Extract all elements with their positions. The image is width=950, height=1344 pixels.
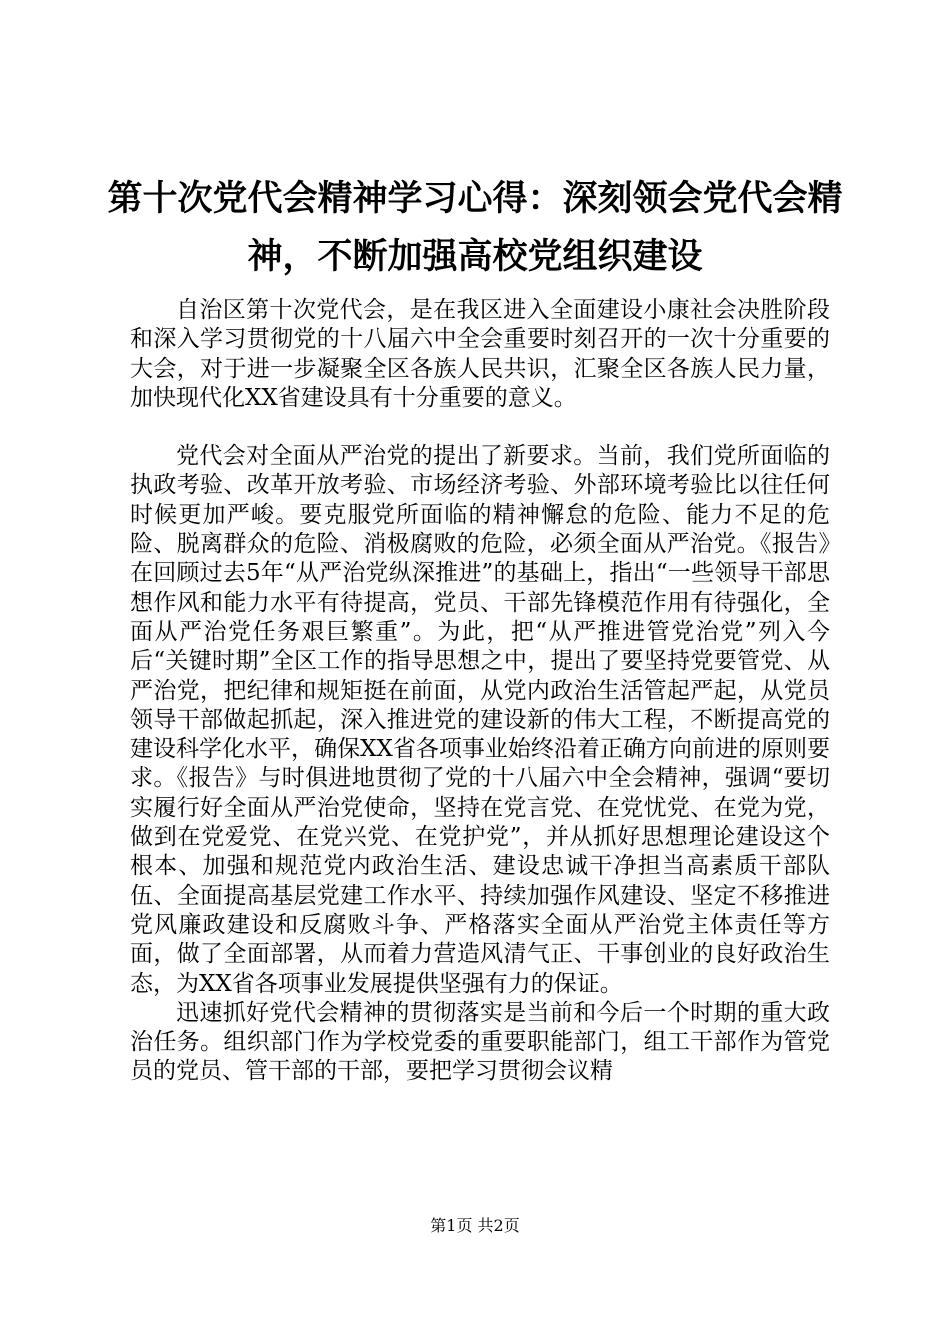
document-body [130, 296, 830, 1087]
paragraph-2: 党代会对全面从严治党的提出了新要求。当前，我们党所面临的执政考验、改革开放考验、市场经济考验、外部环境考验比以往任何时候更加严峻。要克服党所面临的精神懈怠的危险、能力不足的危险、脱离群众的危险、消极腐败的危险，必须全面从严治党。《报告》在回顾过去5年“从严治党纵深推进”的基础上，指出“一些领导干部思想作风和能力水平有待提高，党员、干部先锋模范作用有待强化，全面从严治党任务艰巨繁重”。为此，把“从严推进管党治党”列入今后“关键时期”全区工作的指导思想之中，提出了要坚持党要管党、从严治党，把纪律和规矩挺在前面，从党内政治生活管起严起，从党员领导干部做起抓起，深入推进党的建设新的伟大工程，不断提高党的建设科学化水平，确保XX省各项事业始终沿着正确方向前进的原则要求。《报告》与时俱进地贯彻了党的十八届六中全会精神，强调“要切实履行好全面从严治党使命，坚持在党言党、在党忧党、在党为党，做到在党爱党、在党兴党、在党护党”，并从抓好思想理论建设这个根本、加强和规范党内政治生活、建设忠诚干净担当高素质干部队伍、全面提高基层党建工作水平、持续加强作风建设、坚定不移推进党风廉政建设和反腐败斗争、严格落实全面从严治党主体责任等方面，做了全面部署，从而着力营造风清气正、干事创业的良好政治生态，为XX省各项事业发展提供坚强有力的保证。 [130, 443, 830, 997]
paragraph-1: 自治区第十次党代会，是在我区进入全面建设小康社会决胜阶段和深入学习贯彻党的十八届六中全会重要时刻召开的一次十分重要的大会，对于进一步凝聚全区各族人民共识，汇聚全区各族人民力量，加快现代化XX省建设具有十分重要的意义。 [130, 297, 830, 411]
document-title: 第十次党代会精神学习心得：深刻领会党代会精神，不断加强高校党组织建设 [107, 179, 843, 277]
paragraph-3: 迅速抓好党代会精神的贯彻落实是当前和今后一个时期的重大政治任务。组织部门作为学校党委的重要职能部门，组工干部作为管党员的党员、管干部的干部，要把学习贯彻会议精 [130, 999, 830, 1085]
page-footer: 第1页 共2页 [430, 1216, 520, 1235]
